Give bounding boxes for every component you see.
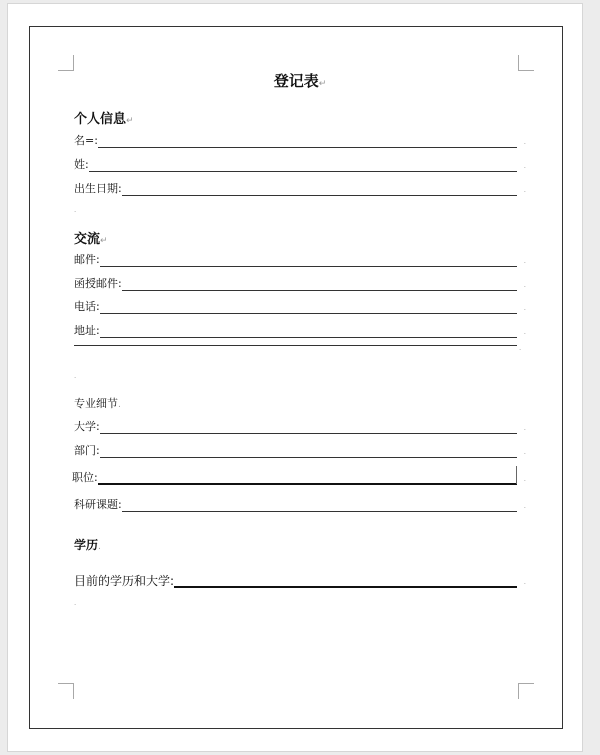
- field-label: 电话:: [74, 300, 100, 313]
- field-row-phone: [74, 298, 526, 314]
- end-mark-icon: .: [523, 281, 526, 289]
- field-row-email: [74, 251, 526, 267]
- document-title: [0, 70, 600, 91]
- empty-paragraph-mark: .: [74, 599, 77, 607]
- end-mark-icon: .: [523, 186, 526, 194]
- birth-date-input[interactable]: [122, 183, 517, 196]
- field-label: 邮件:: [74, 253, 100, 266]
- corner-mark-bottom-left: [58, 683, 74, 699]
- field-row-address: [74, 322, 526, 338]
- first-name-input[interactable]: [98, 135, 517, 148]
- field-row-first-name: [74, 132, 526, 148]
- corner-mark-bottom-right: [518, 683, 534, 699]
- field-row-current-education: [74, 572, 526, 588]
- field-row-position: [72, 469, 526, 485]
- field-label: 地址:: [74, 324, 100, 337]
- phone-input[interactable]: [100, 301, 517, 314]
- heading-text: 专业细节: [74, 397, 118, 410]
- corner-mark-top-left: [58, 55, 74, 71]
- paragraph-mark-icon: ↵: [126, 116, 134, 126]
- end-mark-icon: .: [523, 162, 526, 170]
- end-mark-icon: .: [523, 578, 526, 586]
- address-input[interactable]: [100, 325, 517, 338]
- field-label: 部门:: [74, 444, 100, 457]
- section-heading-communication: [74, 228, 108, 247]
- end-mark-icon: .: [523, 328, 526, 336]
- field-label: 目前的学历和大学:: [74, 574, 175, 588]
- research-topic-input[interactable]: [122, 499, 517, 512]
- end-mark-icon: .: [523, 257, 526, 265]
- end-mark-icon: .: [523, 138, 526, 146]
- field-row-last-name: [74, 156, 526, 172]
- correspondence-mail-input[interactable]: [122, 278, 517, 291]
- paragraph-mark-icon: ↵: [100, 236, 108, 246]
- university-input[interactable]: [100, 421, 517, 434]
- field-label: 出生日期:: [74, 182, 122, 195]
- current-education-input[interactable]: [174, 574, 517, 588]
- field-label: 函授邮件:: [74, 277, 122, 290]
- end-mark-icon: .: [523, 424, 526, 432]
- field-row-birth-date: [74, 180, 526, 196]
- end-mark-icon: .: [523, 448, 526, 456]
- end-mark-icon: .: [98, 542, 101, 552]
- field-row-correspondence-mail: [74, 275, 526, 291]
- end-mark-icon: .: [118, 400, 121, 410]
- department-input[interactable]: [100, 445, 517, 458]
- email-input[interactable]: [100, 254, 517, 267]
- field-label: 职位:: [72, 471, 98, 484]
- document-title-text: 登记表: [273, 72, 319, 90]
- address-line-2-input[interactable]: [74, 345, 517, 346]
- end-mark-icon: .: [523, 502, 526, 510]
- field-label: 大学:: [74, 420, 100, 433]
- section-heading-professional-details: [74, 395, 121, 411]
- position-input[interactable]: [98, 471, 517, 485]
- section-heading-personal-info: [74, 108, 134, 127]
- heading-text: 学历: [74, 538, 99, 552]
- corner-mark-top-right: [518, 55, 534, 71]
- heading-text: 交流: [74, 232, 101, 247]
- field-label: 科研课题:: [74, 498, 122, 511]
- end-mark-icon: .: [523, 475, 526, 483]
- empty-paragraph-mark: .: [74, 206, 77, 214]
- field-row-research-topic: [74, 496, 526, 512]
- heading-text: 个人信息: [74, 112, 127, 127]
- field-label: 名=:: [74, 134, 98, 147]
- end-mark-icon: .: [519, 344, 522, 352]
- field-label: 姓:: [74, 158, 89, 171]
- text-cursor: [516, 466, 517, 484]
- section-heading-education: [74, 536, 101, 553]
- empty-paragraph-mark: .: [74, 372, 77, 380]
- field-row-university: [74, 418, 526, 434]
- end-mark-icon: .: [523, 304, 526, 312]
- last-name-input[interactable]: [89, 159, 517, 172]
- paragraph-mark-icon: ↵: [318, 79, 327, 89]
- field-row-department: [74, 442, 526, 458]
